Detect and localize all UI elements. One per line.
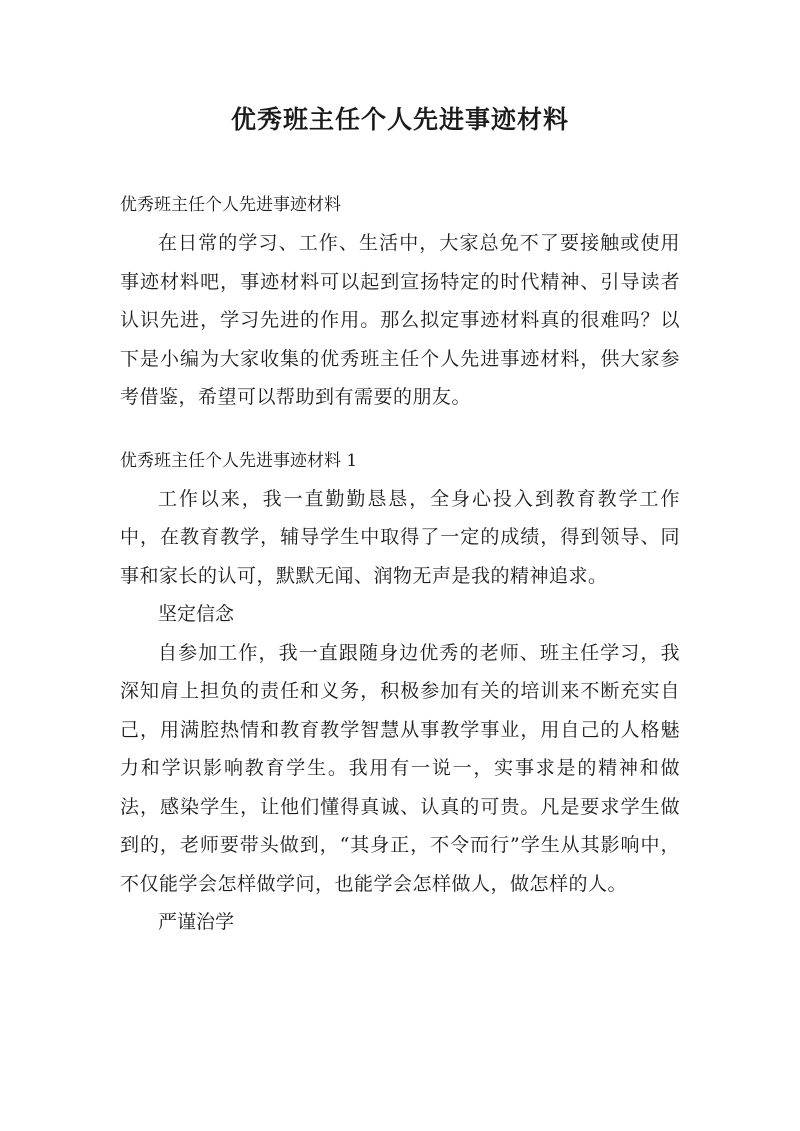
section-1-paragraph-2: 自参加工作，我一直跟随身边优秀的老师、班主任学习，我深知肩上担负的责任和义务，积极参加有关的培训来不断充实自己，用满腔热情和教育教学智慧从事教学事业，用自己的人格魅力和学识影响教育学生。我用有一说一，实事求是的精神和做法，感染学生，让他们懂得真诚、认真的可贵。凡是要求学生做到的，老师要带头做到，“其身正，不令而行”学生从其影响中，不仅能学会怎样做学问，也能学会怎样做人，做怎样的人。 [120,641,680,895]
section-1-paragraph-1: 工作以来，我一直勤勤恳恳，全身心投入到教育教学工作中，在教育教学，辅导学生中取得了一定的成绩，得到领导、同事和家长的认可，默默无闻、润物无声是我的精神追求。 [120,487,680,587]
subheading-rigorous-scholarship: 严谨治学 [158,911,235,933]
intro-paragraph: 在日常的学习、工作、生活中，大家总免不了要接触或使用事迹材料吧，事迹材料可以起到宣扬特定的时代精神、引导读者认识先进，学习先进的作用。那么拟定事迹材料真的很难吗？以下是小编为大家收集的优秀班主任个人先进事迹材料，供大家参考借鉴，希望可以帮助到有需要的朋友。 [120,232,680,408]
subheading-firm-belief: 坚定信念 [158,603,235,625]
intro-heading: 优秀班主任个人先进事迹材料 [120,195,341,215]
document-title: 优秀班主任个人先进事迹材料 [230,105,569,134]
section-1-heading: 优秀班主任个人先进事迹材料 1 [120,450,358,471]
